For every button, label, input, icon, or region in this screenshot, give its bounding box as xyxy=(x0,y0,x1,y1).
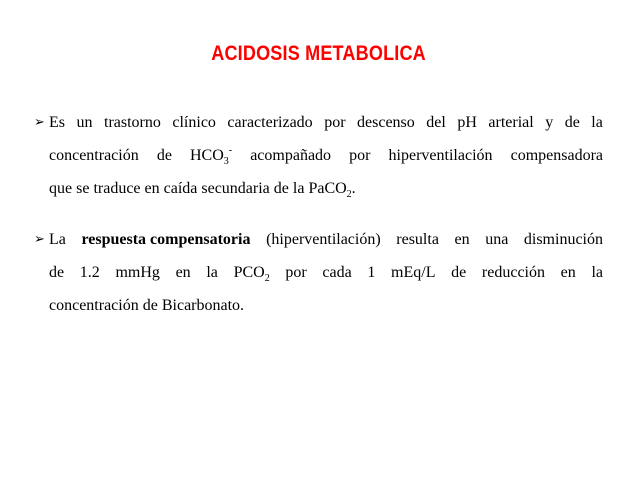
text-word: un xyxy=(76,114,93,131)
slide-title: ACIDOSIS METABOLICA xyxy=(211,42,426,65)
text-word: del xyxy=(426,114,446,131)
text-word: secundaria xyxy=(201,180,270,197)
bullet-item-1 xyxy=(36,112,603,211)
text-word: se xyxy=(76,180,90,197)
text-word: . xyxy=(351,180,356,197)
text-word: acompañado xyxy=(250,147,332,164)
text-word: pH xyxy=(457,114,477,131)
text-word: arterial xyxy=(488,114,534,131)
text-word: Bicarbonato. xyxy=(161,297,245,314)
text-word: (hiperventilación) xyxy=(266,231,381,248)
text-line xyxy=(49,112,603,145)
text-word: reducción xyxy=(481,264,545,281)
text-line xyxy=(49,295,603,328)
text-word: caída xyxy=(163,180,198,197)
text-word: PCO xyxy=(233,264,265,281)
text-word: trastorno xyxy=(104,114,161,131)
text-word: clínico xyxy=(172,114,216,131)
text-word: una xyxy=(485,231,509,248)
text-word: concentración xyxy=(49,147,139,164)
text-word: de xyxy=(451,264,467,281)
superscript: - xyxy=(228,145,233,156)
text-word: caracterizado xyxy=(227,114,313,131)
text-word: en xyxy=(560,264,576,281)
text-word: de xyxy=(273,180,289,197)
text-word: por xyxy=(324,114,346,131)
text-word: la xyxy=(292,180,305,197)
text-word: por xyxy=(285,264,307,281)
text-word: que xyxy=(49,180,73,197)
text-word: resulta xyxy=(396,231,439,248)
text-word: descenso xyxy=(357,114,415,131)
text-word: en xyxy=(454,231,470,248)
text-word: por xyxy=(349,147,371,164)
text-line xyxy=(49,229,603,262)
text-word: 1.2 xyxy=(79,264,100,281)
text-line xyxy=(49,262,603,295)
text-word: La xyxy=(49,231,66,248)
text-word: la xyxy=(591,114,603,131)
text-word: en xyxy=(175,264,191,281)
text-word: PaCO xyxy=(308,180,347,197)
text-word: 1 xyxy=(367,264,376,281)
text-line xyxy=(49,145,603,178)
text-word: traduce xyxy=(93,180,141,197)
text-word: disminución xyxy=(523,231,603,248)
text-word: y xyxy=(545,114,554,131)
subscript: 3 xyxy=(223,156,229,167)
text-word: en xyxy=(144,180,160,197)
text-word: de xyxy=(49,264,65,281)
bullet-list xyxy=(36,112,603,328)
emphasis-text: respuesta compensatoria xyxy=(81,231,251,248)
text-word: mEq/L xyxy=(391,264,436,281)
text-word: Es xyxy=(49,114,65,131)
text-word: de xyxy=(156,147,172,164)
arrow-bullet-icon: ➢ xyxy=(34,115,45,130)
text-word: cada xyxy=(322,264,352,281)
subscript: 2 xyxy=(264,273,270,284)
text-word: mmHg xyxy=(115,264,160,281)
text-word: hiperventilación xyxy=(388,147,493,164)
arrow-bullet-icon: ➢ xyxy=(34,232,45,247)
text-word: concentración xyxy=(49,297,139,314)
subscript: 2 xyxy=(346,189,352,200)
text-word: compensadora xyxy=(510,147,603,164)
text-word: de xyxy=(564,114,580,131)
bullet-item-2 xyxy=(36,229,603,328)
text-word: la xyxy=(206,264,218,281)
text-word: de xyxy=(142,297,158,314)
text-word: la xyxy=(591,264,603,281)
text-line xyxy=(49,178,603,211)
text-word: HCO xyxy=(190,147,224,164)
